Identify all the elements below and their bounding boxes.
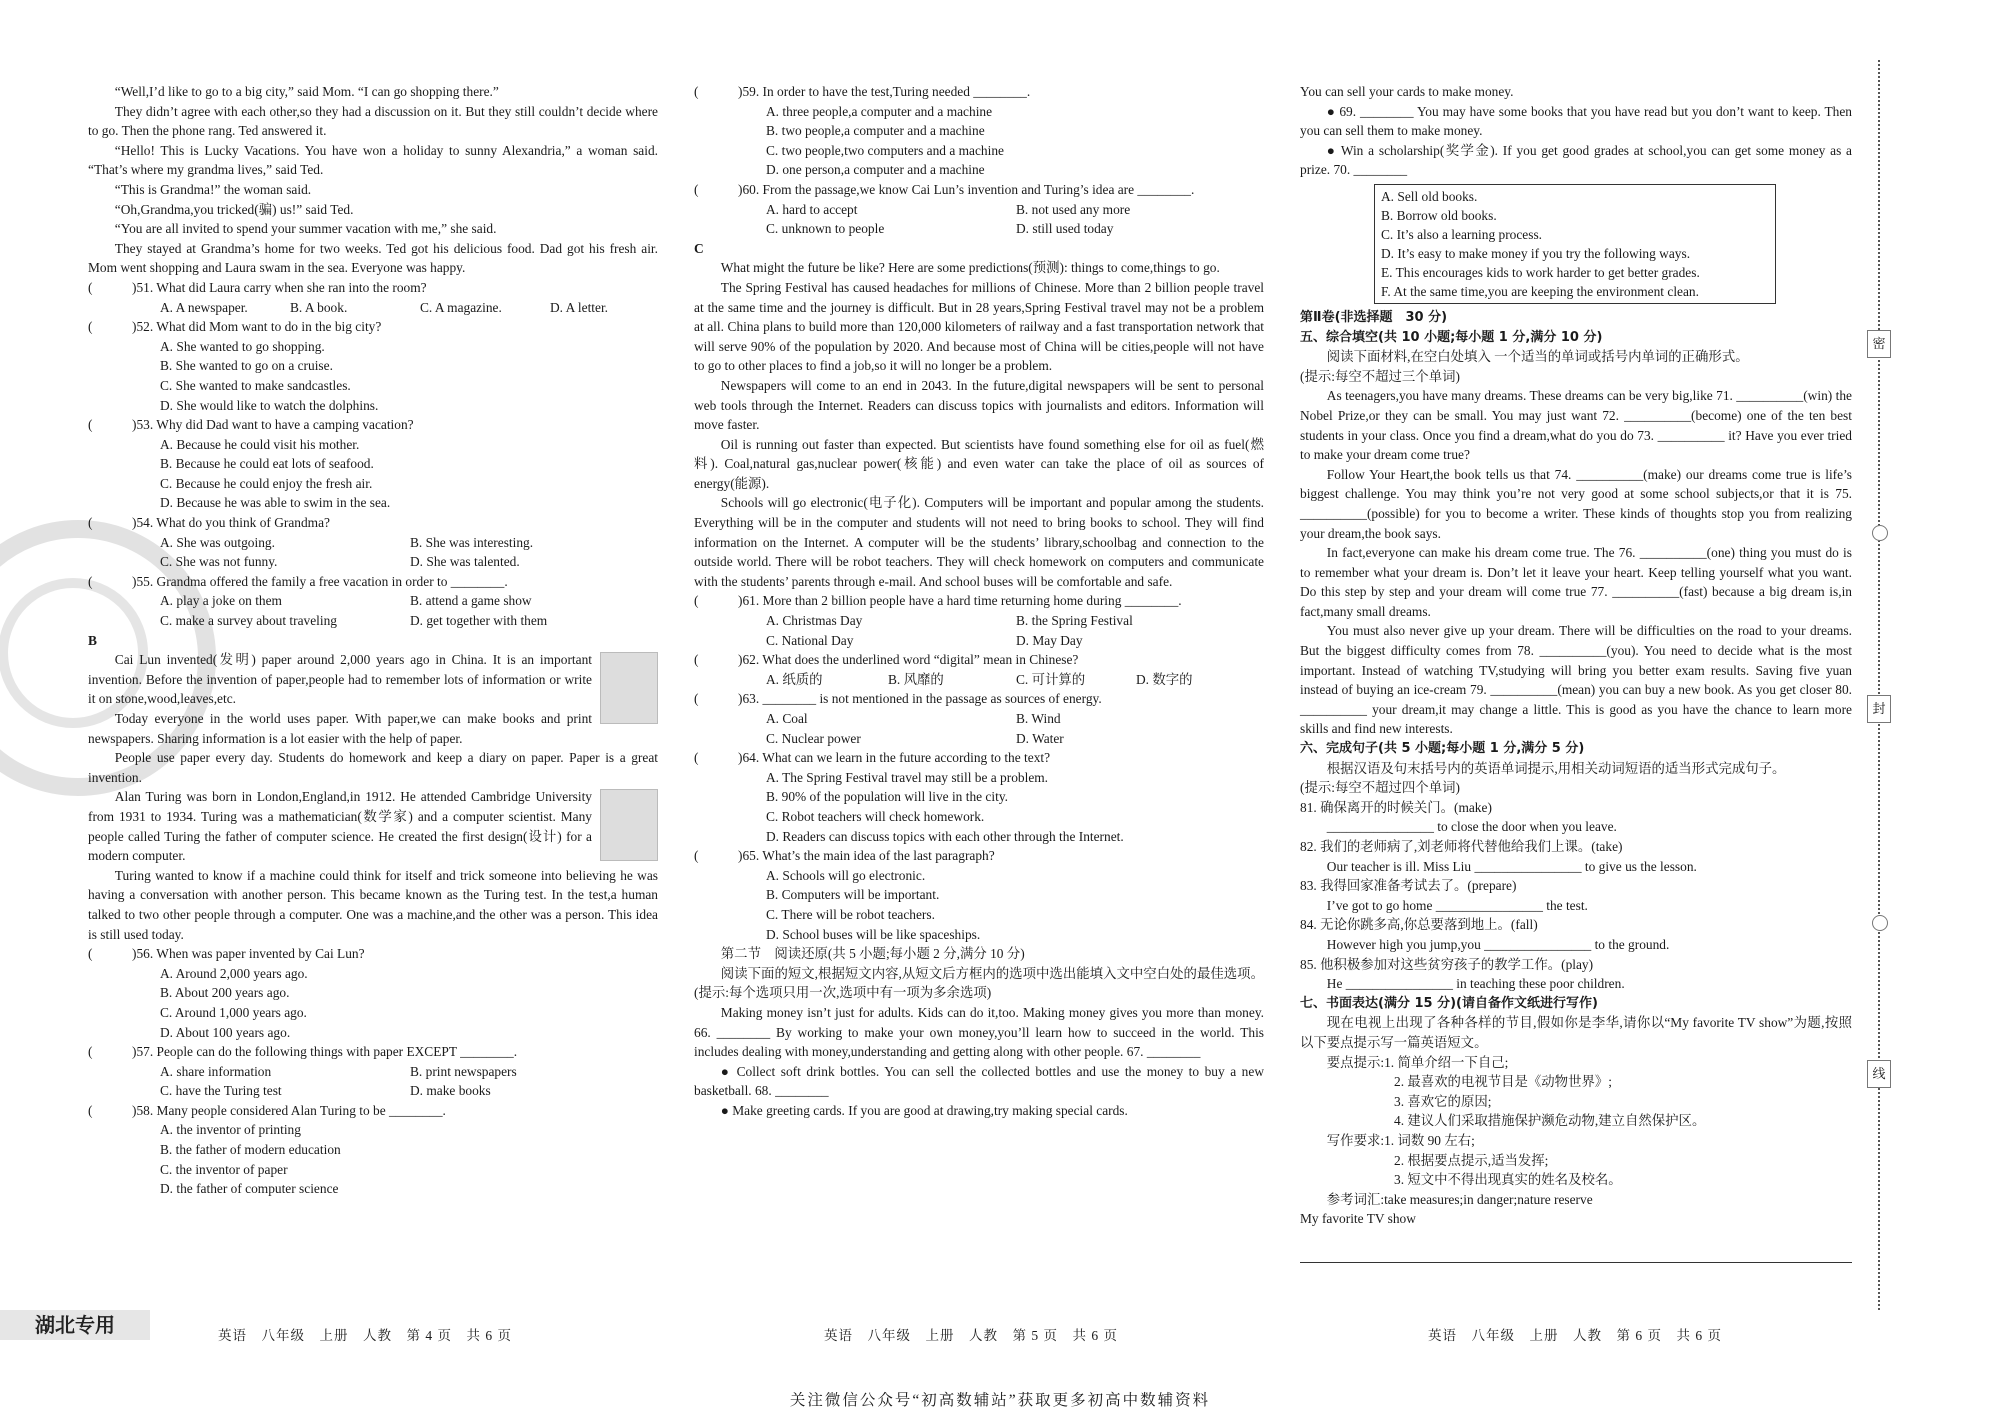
passage-paragraph: Today everyone in the world uses paper. With paper,we can make books and print newspapers. Sharing information is a lot easier with the help of paper. [88,711,592,746]
option: D. still used today [1016,221,1114,237]
option: B. Because he could eat lots of seafood. [160,456,374,472]
essay-title: My favorite TV show [1300,1211,1416,1227]
passage-paragraph: The Spring Festival has caused headaches for millions of Chinese. More than 2 billion people travel at the same time and the journey is difficult. But in 28 years,Spring Festival travel may not be a problem at all. China plans to build more than 120,000 kilometers of railway and a fast transportation network that will serve 90% of the population by 2020. And because most of China will be cities,people will not have to go to other places to find a job,so it will no longer be a problem. [694,279,1264,374]
passage-paragraph: ● 69. ________ You may have some books that you have read but you don’t want to keep. Then you can sell them to make money. [1300,103,1852,139]
section-5-heading: 五、综合填空(共 10 小题;每小题 1 分,满分 10 分) [1300,329,1603,345]
sentence-en: ________________ to close the door when you leave. [1326,819,1617,835]
passage-paragraph: You must also never give up your dream. There will be difficulties on the road to your dreams. But the biggest difficulty comes from 78. __________(you). You need to decide what is the most important. Instead of watching TV,studying will bring you better exam results. Saving five yuan instead of buying an ice-cream 79. __________(mean) you can buy a new book. As you get closer 80. __________ your dream,it may change a little. This is good as you have the chance to learn more skills and find new interests. [1300,623,1852,737]
passage-paragraph: Alan Turing was born in London,England,in 1912. He attended Cambridge University from 1931 to 1934. Turing was a mathematician(数学家) and a computer scientist. Many people called Turing the father of computer science. He created the first design(设计) for a modern computer. [88,789,592,864]
option: B. She was interesting. [410,534,534,550]
story-line: They didn’t agree with each other,so they had a discussion on it. But they still couldn’t decide where to go. Then the phone rang. Ted answered it. [88,103,658,139]
box-option: F. At the same time,you are keeping the environment clean. [1381,283,1699,299]
question-62: ( )62. What does the underlined word “digital” mean in Chinese? [694,652,1079,668]
question-58: ( )58. Many people considered Alan Turing to be ________. [88,1102,446,1118]
writing-requirements: 3. 短文中不得出现真实的姓名及校名。 [1394,1172,1622,1188]
sentence-cn: 85. 他积极参加对这些贫穷孩子的教学工作。(play) [1300,956,1594,972]
option: A. hard to accept [766,201,858,217]
option: C. Nuclear power [766,730,861,746]
cai-lun-portrait [600,652,658,724]
sentence-cn: 82. 我们的老师病了,刘老师将代替他给我们上课。(take) [1300,839,1623,854]
passage-paragraph: Newspapers will come to an end in 2043. In the future,digital newspapers will be sent to personal web tools through the Internet. Readers can discuss topics with journalists and editors. Information will move faster. [694,377,1264,433]
option: B. attend a game show [410,593,532,609]
option: D. School buses will be like spaceships. [766,926,981,942]
option: B. About 200 years ago. [160,985,290,1001]
binding-line [1878,60,1882,1310]
box-option: B. Borrow old books. [1381,207,1497,223]
section-7-heading: 七、书面表达(满分 15 分)(请自备作文纸进行写作) [1300,995,1598,1011]
story-line: “Well,I’d like to go to a big city,” said Mom. “I can go shopping there.” [114,84,499,99]
reference-vocabulary: 参考词汇:take measures;in danger;nature reserve [1326,1191,1593,1207]
story-line: “You are all invited to spend your summer vacation with me,” she said. [114,221,497,237]
option: A. Christmas Day [766,613,863,629]
writing-points: 3. 喜欢它的原因; [1394,1093,1492,1109]
box-option: C. It’s also a learning process. [1381,226,1543,242]
option: C. She wanted to make sandcastles. [160,377,351,393]
option: A. The Spring Festival travel may still be a problem. [766,769,1049,785]
section-heading-b: B [88,632,97,648]
option: C. unknown to people [766,221,885,237]
option: D. 数字的 [1136,671,1193,687]
box-option: D. It’s easy to make money if you try the following ways. [1381,245,1691,261]
option: B. not used any more [1016,201,1131,217]
option: C. Robot teachers will check homework. [766,808,985,824]
writing-points: 4. 建议人们采取措施保护濒危动物,建立自然保护区。 [1394,1113,1706,1129]
passage-paragraph: As teenagers,you have many dreams. These dreams can be very big,like 71. __________(win) the Nobel Prize,or they can be small. You may just want 72. __________(become) one of the ten best students in your class. Once you find a dream,what do you do 73. __________ it? Have you ever tried to make your dream come true? [1300,388,1852,463]
question-53: ( )53. Why did Dad want to have a camping vacation? [88,417,414,433]
option: A. play a joke on them [160,593,282,609]
option: A. Schools will go electronic. [766,867,926,883]
story-line: “Hello! This is Lucky Vacations. You have won a holiday to sunny Alexandria,” a woman said. “That’s where my grandma lives,” said Ted. [88,142,658,178]
binding-mark: 封 [1867,695,1891,723]
sentence-cn: 81. 确保离开的时候关门。(make) [1300,799,1492,815]
option: C. 可计算的 [1016,671,1086,687]
option: C. the inventor of paper [160,1161,288,1177]
passage-paragraph: Cai Lun invented(发明) paper around 2,000 years ago in China. It is an important invention. Before the invention of paper,people had to remember lots of information or write it on stone,wood,leaves,etc. [88,652,592,707]
sentence-en: I’ve got to go home ________________ the test. [1326,897,1588,913]
option: C. Around 1,000 years ago. [160,1004,307,1020]
promo-notice: 关注微信公众号“初高数辅站”获取更多初高中数辅资料 [789,1392,1211,1409]
option: D. May Day [1016,632,1083,648]
sentence-en: He ________________ in teaching these poor children. [1326,976,1625,992]
option: A. 纸质的 [766,671,823,687]
option: D. one person,a computer and a machine [766,162,985,178]
option: B. 90% of the population will live in the city. [766,789,1008,805]
option: A. Coal [766,711,808,726]
section-6-heading: 六、完成句子(共 5 小题;每小题 1 分,满分 5 分) [1300,741,1585,757]
hole-circle [1872,525,1888,541]
option: A. share information [160,1063,272,1079]
option: D. She would like to watch the dolphins. [160,397,379,413]
section-5-instructions: 阅读下面材料,在空白处填入 一个适当的单词或括号内单词的正确形式。 [1326,349,1749,365]
passage-paragraph: You can sell your cards to make money. [1300,84,1514,99]
passage-paragraph: Turing wanted to know if a machine could think for itself and trick someone into believing he was having a conversation with another person. This became known as the Turing test. In the test,a human talked to two other people through a computer. One was a machine,and the other was a person. This idea is still used today. [88,867,658,942]
option: B. two people,a computer and a machine [766,123,985,139]
option: C. Because he could enjoy the fresh air. [160,475,373,491]
option: B. A book. [290,299,348,315]
passage-paragraph: ● Collect soft drink bottles. You can sell the collected bottles and use the money to buy a new basketball. 68. ________ [694,1063,1264,1099]
option: A. Around 2,000 years ago. [160,965,308,981]
question-57: ( )57. People can do the following things with paper EXCEPT ________. [88,1044,518,1060]
question-55: ( )55. Grandma offered the family a free vacation in order to ________. [88,573,508,589]
passage-paragraph: What might the future be like? Here are some predictions(预测): things to come,things to go. [720,260,1220,276]
passage-paragraph: Follow Your Heart,the book tells us that 74. __________(make) our dreams come true is life’s biggest challenge. You may think you’re not very good at some school subjects,or that it is 75. __________(possible) for you to become a writer. These kinds of thoughts stop you from realizing your dream,the book says. [1300,466,1852,541]
option: C. A magazine. [420,299,502,315]
option: D. About 100 years ago. [160,1024,291,1040]
option: A. She was outgoing. [160,534,275,550]
page-footer: 英语 八年级 上册 人教 第 4 页 共 6 页 [218,1328,512,1343]
option: C. There will be robot teachers. [766,906,935,922]
option: B. Wind [1016,711,1061,726]
page-footer: 英语 八年级 上册 人教 第 6 页 共 6 页 [1428,1328,1722,1343]
region-badge: 湖北专用 [0,1310,150,1340]
part-2-instructions: 阅读下面的短文,根据短文内容,从短文后方框内的选项中选出能填入文中空白处的最佳选项。(提示:每个选项只用一次,选项中有一项为多余选项) [694,965,1264,1001]
option: C. make a survey about traveling [160,613,338,629]
passage-paragraph: Oil is running out faster than expected. But scientists have found something else for oil as fuel(燃料). Coal,natural gas,nuclear power(核能) and even water can take the place of oil as sources of energy(能源). [694,436,1264,491]
option: D. make books [410,1083,491,1099]
option: B. print newspapers [410,1063,517,1079]
part-2-heading: 第二节 阅读还原(共 5 小题;每小题 2 分,满分 10 分) [720,946,1025,962]
sentence-cn: 83. 我得回家准备考试去了。(prepare) [1300,878,1517,894]
writing-points: 2. 最喜欢的电视节目是《动物世界》; [1394,1074,1612,1090]
hole-circle [1872,915,1888,931]
option: C. National Day [766,632,854,648]
question-63: ( )63. ________ is not mentioned in the passage as sources of energy. [694,691,1102,707]
section-5-hint: (提示:每空不超过三个单词) [1300,368,1460,384]
story-line: “This is Grandma!” the woman said. [114,181,312,197]
option: A. A newspaper. [160,299,248,315]
option: B. She wanted to go on a cruise. [160,358,333,374]
option: A. She wanted to go shopping. [160,338,325,354]
column-3 [1300,82,1852,1229]
story-line: “Oh,Grandma,you tricked(骗) us!” said Ted. [114,201,354,217]
story-line: They stayed at Grandma’s home for two weeks. Ted got his delicious food. Dad got his fresh air. Mom went shopping and Laura swam in the sea. Everyone was happy. [88,240,658,276]
option: D. A letter. [550,299,609,315]
option: D. She was talented. [410,554,520,570]
writing-points: 要点提示:1. 简单介绍一下自己; [1326,1054,1509,1070]
option: C. have the Turing test [160,1083,282,1099]
question-56: ( )56. When was paper invented by Cai Lun? [88,946,365,962]
answer-line [1300,1262,1852,1263]
sentence-cn: 84. 无论你跳多高,你总要落到地上。(fall) [1300,917,1538,933]
option: A. three people,a computer and a machine [766,103,993,119]
option: D. Water [1016,730,1064,746]
sentence-en: Our teacher is ill. Miss Liu ________________ to give us the lesson. [1326,858,1697,874]
question-59: ( )59. In order to have the test,Turing needed ________. [694,84,1031,99]
question-61: ( )61. More than 2 billion people have a hard time returning home during ________. [694,593,1182,609]
option: D. Readers can discuss topics with each other through the Internet. [766,828,1124,844]
box-option: A. Sell old books. [1381,188,1478,204]
option: B. 风靡的 [888,671,944,687]
alan-turing-portrait [600,789,658,861]
option: A. the inventor of printing [160,1122,301,1138]
passage-paragraph: People use paper every day. Students do homework and keep a diary on paper. Paper is a great invention. [88,750,658,785]
passage-paragraph: ● Win a scholarship(奖学金). If you get good grades at school,you can get some money as a prize. 70. ________ [1300,142,1852,178]
section-heading-c: C [694,240,704,256]
section-6-instructions: 根据汉语及句末括号内的英语单词提示,用相关动词短语的适当形式完成句子。 [1326,760,1786,776]
option: B. Computers will be important. [766,887,940,903]
question-60: ( )60. From the passage,we know Cai Lun’s invention and Turing’s idea are ________. [694,181,1195,197]
volume-2-heading: 第Ⅱ卷(非选择题 30 分) [1300,309,1448,325]
column-1 [88,82,658,1199]
binding-mark: 密 [1867,330,1891,358]
passage-paragraph: Making money isn’t just for adults. Kids can do it,too. Making money gives you more than money. 66. ________ By working to make your own money,you’ll learn how to succeed in the world. This includes dealing with money,understanding and getting along with other people. 67. ________ [694,1004,1264,1060]
option: D. Because he was able to swim in the sea. [160,495,391,511]
passage-paragraph: Schools will go electronic(电子化). Computers will be important and popular among the students. Everything will be in the computer and students will not need to bring books to school. They will find information on the Internet. A computer will be the students’ library,schoolbag and connection to the outside world. There will be robot teachers. They will check homework on computers and communicate with the students’ parents through e-mail. And school buses will be comfortable and safe. [694,495,1264,589]
writing-prompt: 现在电视上出现了各种各样的节目,假如你是李华,请你以“My favorite TV show”为题,按照以下要点提示写一篇英语短文。 [1300,1015,1852,1050]
box-option: E. This encourages kids to work harder to get better grades. [1381,264,1700,280]
option: B. the Spring Festival [1016,613,1133,629]
writing-requirements: 2. 根据要点提示,适当发挥; [1394,1152,1549,1168]
option: C. two people,two computers and a machine [766,142,1004,158]
question-65: ( )65. What’s the main idea of the last paragraph? [694,848,995,864]
question-54: ( )54. What do you think of Grandma? [88,515,330,531]
column-2 [694,82,1264,1120]
passage-paragraph: ● Make greeting cards. If you are good at drawing,try making special cards. [720,1102,1128,1118]
question-64: ( )64. What can we learn in the future according to the text? [694,750,1051,766]
option: A. Because he could visit his mother. [160,436,360,452]
question-52: ( )52. What did Mom want to do in the big city? [88,319,382,335]
options-box [1374,184,1776,304]
writing-requirements: 写作要求:1. 词数 90 左右; [1326,1132,1475,1148]
binding-mark: 线 [1867,1060,1891,1088]
passage-paragraph: In fact,everyone can make his dream come true. The 76. __________(one) thing you must do is to remember what your dream is. Don’t let it leave your heart. Keep telling yourself what you want. Do this step by step and your dream will come true 77. __________(fast) because a big dream is,in fact,many small dreams. [1300,545,1852,619]
option: C. She was not funny. [160,554,278,570]
option: D. get together with them [410,613,548,629]
option: B. the father of modern education [160,1142,341,1158]
sentence-en: However high you jump,you ________________ to the ground. [1326,936,1670,952]
option: D. the father of computer science [160,1181,339,1197]
section-6-hint: (提示:每空不超过四个单词) [1300,780,1460,796]
question-51: ( )51. What did Laura carry when she ran into the room? [88,279,427,295]
page-footer: 英语 八年级 上册 人教 第 5 页 共 6 页 [824,1328,1118,1343]
